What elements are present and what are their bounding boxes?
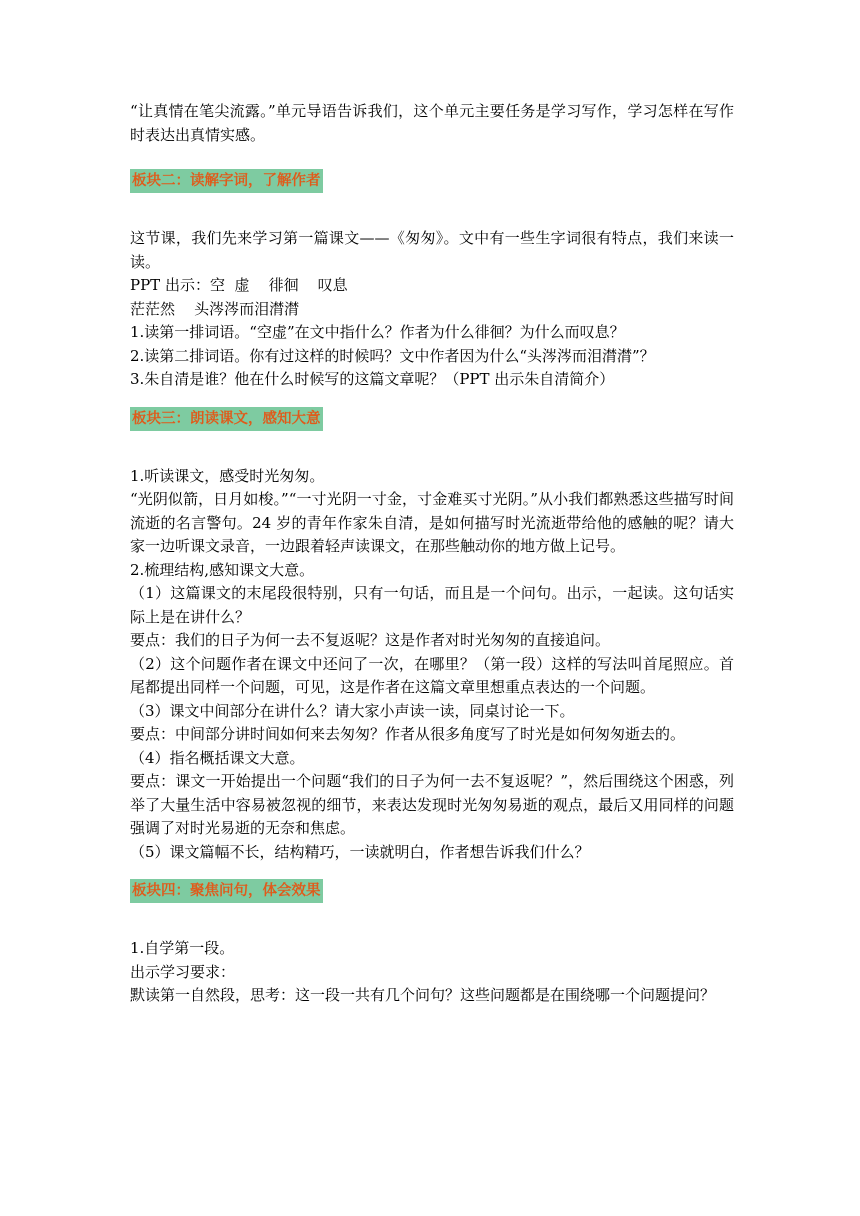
section-2-line: 这节课，我们先来学习第一篇课文——《匆匆》。文中有一些生字词很有特点，我们来读一读。 [130, 229, 734, 271]
section-2-line: 3.朱自清是谁？他在什么时候写的这篇文章呢？（PPT 出示朱自清简介） [130, 370, 615, 388]
section-3-body [130, 465, 734, 865]
section-3-line: 要点：我们的日子为何一去不复返呢？这是作者对时光匆匆的直接追问。 [130, 631, 611, 649]
intro-paragraph: “让真情在笔尖流露。”单元导语告诉我们，这个单元主要任务是学习写作，学习怎样在写作时表达出真情实感。 [130, 102, 734, 144]
section-heading-3-wrap [130, 407, 734, 433]
section-3-line: （3）课文中间部分在讲什么？请大家小声读一读，同桌讨论一下。 [130, 701, 575, 720]
document-page [130, 100, 734, 1008]
section-heading-4-wrap [130, 879, 734, 905]
section-3-line: （1）这篇课文的末尾段很特别，只有一句话，而且是一个问句。出示，一起读。这句话实际上是在讲什么？ [130, 584, 734, 626]
section-heading-3: 板块三：朗读课文，感知大意 [130, 407, 323, 431]
section-heading-4: 板块四：聚焦问句，体会效果 [130, 879, 323, 903]
section-4-line: 出示学习要求： [130, 962, 236, 981]
section-3-line: （2）这个问题作者在课文中还问了一次，在哪里？（第一段）这样的写法叫首尾照应。首尾都提出同样一个问题，可见，这是作者在这篇文章里想重点表达的一个问题。 [130, 654, 734, 696]
section-heading-2-wrap [130, 169, 734, 195]
section-3-line: 要点：中间部分讲时间如何来去匆匆？作者从很多角度写了时光是如何匆匆逝去的。 [130, 725, 686, 743]
section-4-body [130, 937, 734, 1008]
section-2-line: 茫茫然 头涔涔而泪潸潸 [130, 299, 300, 318]
section-2-line: 2.读第二排词语。你有过这样的时候吗？文中作者因为什么“头涔涔而泪潸潸”？ [130, 346, 655, 365]
section-3-line: 2.梳理结构,感知课文大意。 [130, 560, 315, 579]
section-heading-2: 板块二：读解字词，了解作者 [130, 169, 323, 193]
section-2-line: PPT 出示：空 虚 徘徊 叹息 [130, 276, 348, 294]
section-4-line: 1.自学第一段。 [130, 939, 235, 957]
section-3-line: （4）指名概括课文大意。 [130, 748, 305, 767]
section-3-line: （5）课文篇幅不长，结构精巧，一读就明白，作者想告诉我们什么？ [130, 842, 590, 861]
section-4-line: 默读第一自然段，思考：这一段一共有几个问句？这些问题都是在围绕哪一个问题提问？ [130, 986, 716, 1004]
section-2-line: 1.读第一排词语。“空虚”在文中指什么？作者为什么徘徊？为什么而叹息？ [130, 323, 625, 341]
section-2-body [130, 227, 734, 392]
section-3-line: 要点：课文一开始提出一个问题“我们的日子为何一去不复返呢？”，然后围绕这个困惑，列举了大量生活中容易被忽视的细节，来表达发现时光匆匆易逝的观点，最后又用同样的问题强调了对时光易逝的无奈和焦虑。 [130, 772, 734, 837]
section-3-line: 1.听读课文，感受时光匆匆。 [130, 466, 325, 485]
section-3-line: “光阴似箭，日月如梭。”“一寸光阴一寸金，寸金难买寸光阴。”从小我们都熟悉这些描写时间流逝的名言警句。24 岁的青年作家朱自清，是如何描写时光流逝带给他的感触的呢？请大家一边听课文录音，一边跟着轻声读课文，在那些触动你的地方做上记号。 [130, 490, 734, 555]
